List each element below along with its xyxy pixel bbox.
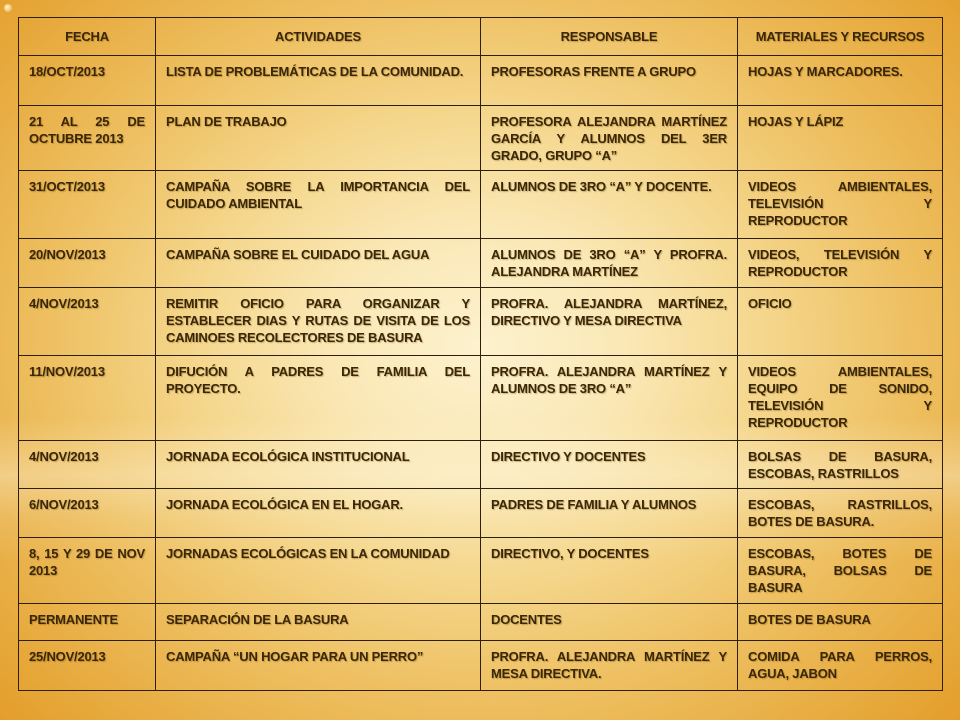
materials-cell: HOJAS Y LÁPIZ: [738, 106, 943, 171]
materials-cell: VIDEOS, TELEVISIÓN Y REPRODUCTOR: [738, 239, 943, 288]
table-row: [19, 288, 943, 356]
date-cell: 31/OCT/2013: [19, 171, 156, 239]
materials-cell: ESCOBAS, RASTRILLOS, BOTES DE BASURA.: [738, 489, 943, 538]
date-cell: 4/NOV/2013: [19, 441, 156, 489]
responsible-cell: DIRECTIVO Y DOCENTES: [481, 441, 738, 489]
activity-cell: JORNADAS ECOLÓGICAS EN LA COMUNIDAD: [156, 538, 481, 604]
table-row: [19, 538, 943, 604]
materials-cell: VIDEOS AMBIENTALES, EQUIPO DE SONIDO, TELEVISIÓN Y REPRODUCTOR: [738, 356, 943, 441]
table-row: [19, 441, 943, 489]
table-row: [19, 489, 943, 538]
responsible-cell: PROFESORA ALEJANDRA MARTÍNEZ GARCÍA Y ALUMNOS DEL 3ER GRADO, GRUPO “A”: [481, 106, 738, 171]
activity-cell: PLAN DE TRABAJO: [156, 106, 481, 171]
date-cell: PERMANENTE: [19, 604, 156, 641]
table-row: [19, 604, 943, 641]
activity-cell: JORNADA ECOLÓGICA INSTITUCIONAL: [156, 441, 481, 489]
responsible-cell: PADRES DE FAMILIA Y ALUMNOS: [481, 489, 738, 538]
table-row: [19, 56, 943, 106]
bullet-dot-icon: [4, 4, 12, 12]
materials-cell: OFICIO: [738, 288, 943, 356]
table-row: [19, 356, 943, 441]
responsible-cell: DIRECTIVO, Y DOCENTES: [481, 538, 738, 604]
responsible-cell: PROFRA. ALEJANDRA MARTÍNEZ Y ALUMNOS DE 3RO “A”: [481, 356, 738, 441]
date-cell: 20/NOV/2013: [19, 239, 156, 288]
activities-table-container: [18, 17, 942, 691]
table-row: [19, 641, 943, 691]
responsible-cell: DOCENTES: [481, 604, 738, 641]
table-row: [19, 239, 943, 288]
responsible-cell: PROFESORAS FRENTE A GRUPO: [481, 56, 738, 106]
date-cell: 21 AL 25 DE OCTUBRE 2013: [19, 106, 156, 171]
responsible-cell: PROFRA. ALEJANDRA MARTÍNEZ Y MESA DIRECTIVA.: [481, 641, 738, 691]
column-header-actividades: ACTIVIDADES: [156, 18, 481, 56]
date-cell: 11/NOV/2013: [19, 356, 156, 441]
table-row: [19, 106, 943, 171]
date-cell: 25/NOV/2013: [19, 641, 156, 691]
activity-cell: REMITIR OFICIO PARA ORGANIZAR Y ESTABLECER DIAS Y RUTAS DE VISITA DE LOS CAMINOES RECOLECTORES DE BASURA: [156, 288, 481, 356]
date-cell: 4/NOV/2013: [19, 288, 156, 356]
materials-cell: HOJAS Y MARCADORES.: [738, 56, 943, 106]
date-cell: 8, 15 Y 29 DE NOV 2013: [19, 538, 156, 604]
responsible-cell: PROFRA. ALEJANDRA MARTÍNEZ, DIRECTIVO Y MESA DIRECTIVA: [481, 288, 738, 356]
activities-table: [18, 17, 943, 691]
column-header-materiales: MATERIALES Y RECURSOS: [738, 18, 943, 56]
activity-cell: JORNADA ECOLÓGICA EN EL HOGAR.: [156, 489, 481, 538]
activity-cell: CAMPAÑA “UN HOGAR PARA UN PERRO”: [156, 641, 481, 691]
column-header-responsable: RESPONSABLE: [481, 18, 738, 56]
date-cell: 18/OCT/2013: [19, 56, 156, 106]
responsible-cell: ALUMNOS DE 3RO “A” Y PROFRA. ALEJANDRA MARTÍNEZ: [481, 239, 738, 288]
table-row: [19, 171, 943, 239]
materials-cell: VIDEOS AMBIENTALES, TELEVISIÓN Y REPRODUCTOR: [738, 171, 943, 239]
column-header-fecha: FECHA: [19, 18, 156, 56]
materials-cell: BOTES DE BASURA: [738, 604, 943, 641]
materials-cell: ESCOBAS, BOTES DE BASURA, BOLSAS DE BASURA: [738, 538, 943, 604]
activity-cell: DIFUCIÓN A PADRES DE FAMILIA DEL PROYECTO.: [156, 356, 481, 441]
activity-cell: CAMPAÑA SOBRE EL CUIDADO DEL AGUA: [156, 239, 481, 288]
materials-cell: BOLSAS DE BASURA, ESCOBAS, RASTRILLOS: [738, 441, 943, 489]
table-header-row: [19, 18, 943, 56]
activity-cell: CAMPAÑA SOBRE LA IMPORTANCIA DEL CUIDADO AMBIENTAL: [156, 171, 481, 239]
activity-cell: LISTA DE PROBLEMÁTICAS DE LA COMUNIDAD.: [156, 56, 481, 106]
activity-cell: SEPARACIÓN DE LA BASURA: [156, 604, 481, 641]
materials-cell: COMIDA PARA PERROS, AGUA, JABON: [738, 641, 943, 691]
responsible-cell: ALUMNOS DE 3RO “A” Y DOCENTE.: [481, 171, 738, 239]
date-cell: 6/NOV/2013: [19, 489, 156, 538]
